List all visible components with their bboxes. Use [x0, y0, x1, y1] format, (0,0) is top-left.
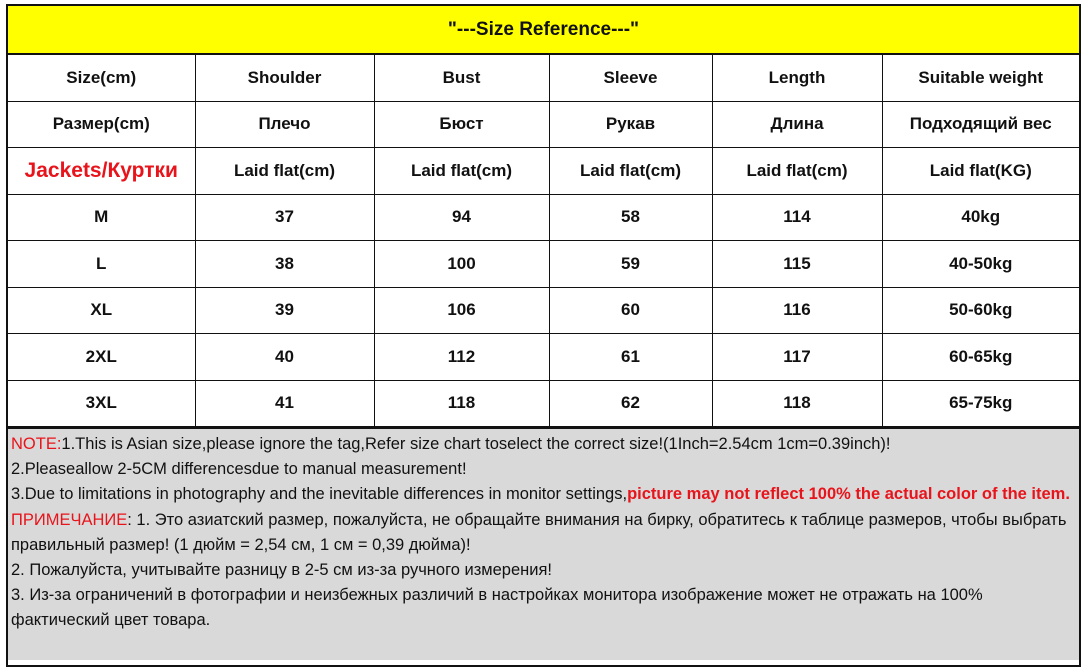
measurement-cell: 112: [374, 334, 549, 381]
method-cell: Laid flat(cm): [195, 148, 374, 195]
note-1: NOTE:1.This is Asian size,please ignore the tag,Refer size chart toselect the correct size!(1Inch=2.54cm 1cm=0.39inch)!: [11, 435, 891, 453]
size-table: [8, 55, 1079, 427]
note-label: NOTE:: [11, 435, 62, 453]
size-row: [8, 380, 1079, 427]
size-row: [8, 241, 1079, 288]
measurement-cell: 61: [549, 334, 712, 381]
notes-section: [8, 427, 1079, 660]
measurement-cell: 40: [195, 334, 374, 381]
color-warning: picture may not reflect 100% the actual color of the item.: [627, 485, 1070, 504]
size-label-cell: XL: [8, 287, 195, 334]
measurement-cell: 39: [195, 287, 374, 334]
measurement-cell: 59: [549, 241, 712, 288]
measurement-cell: 94: [374, 194, 549, 241]
measurement-cell: 58: [549, 194, 712, 241]
measurement-cell: 60: [549, 287, 712, 334]
header-cell: Размер(cm): [8, 101, 195, 148]
header-cell: Size(cm): [8, 55, 195, 101]
measurement-cell: 114: [712, 194, 882, 241]
note-ru-1: ПРИМЕЧАНИЕ: 1. Это азиатский размер, пожалуйста, не обращайте внимания на бирку, обратитесь к таблице размеров, чтобы выбрать правильный размер! (1 дюйм = 2,54 см, 1 см = 0,39 дюйма)!: [11, 510, 1067, 554]
measurement-cell: 37: [195, 194, 374, 241]
size-label-cell: 2XL: [8, 334, 195, 381]
method-cell: Laid flat(cm): [712, 148, 882, 195]
size-label-cell: 3XL: [8, 380, 195, 427]
header-cell: Length: [712, 55, 882, 101]
header-cell: Sleeve: [549, 55, 712, 101]
measurement-cell: 41: [195, 380, 374, 427]
measurement-cell: 117: [712, 334, 882, 381]
header-cell: Рукав: [549, 101, 712, 148]
note-2: 2.Pleaseallow 2-5CM differencesdue to manual measurement!: [11, 460, 467, 479]
header-cell: Бюст: [374, 101, 549, 148]
size-row: [8, 287, 1079, 334]
header-cell: Длина: [712, 101, 882, 148]
note-label-ru: ПРИМЕЧАНИЕ: [11, 510, 128, 529]
measurement-cell: 118: [712, 380, 882, 427]
category-label: Jackets/Куртки: [8, 148, 195, 195]
method-cell: Laid flat(cm): [549, 148, 712, 195]
header-row-english: [8, 55, 1079, 101]
size-reference-sheet: [6, 4, 1081, 667]
sheet-title: "---Size Reference---": [447, 18, 640, 40]
size-row: [8, 334, 1079, 381]
note-ru-2: 2. Пожалуйста, учитывайте разницу в 2-5 см из-за ручного измерения!: [11, 561, 553, 580]
measurement-cell: 50-60kg: [882, 287, 1079, 334]
measurement-cell: 118: [374, 380, 549, 427]
header-cell: Плечо: [195, 101, 374, 148]
size-label-cell: L: [8, 241, 195, 288]
method-cell: Laid flat(KG): [882, 148, 1079, 195]
measurement-cell: 40kg: [882, 194, 1079, 241]
size-row: [8, 194, 1079, 241]
size-table-body: [8, 55, 1079, 427]
size-label-cell: M: [8, 194, 195, 241]
header-row-russian: [8, 101, 1079, 148]
measurement-cell: 115: [712, 241, 882, 288]
header-cell: Suitable weight: [882, 55, 1079, 101]
method-cell: Laid flat(cm): [374, 148, 549, 195]
measurement-cell: 38: [195, 241, 374, 288]
header-cell: Shoulder: [195, 55, 374, 101]
measurement-cell: 106: [374, 287, 549, 334]
measurement-cell: 100: [374, 241, 549, 288]
title-bar: [8, 6, 1079, 55]
measurement-cell: 116: [712, 287, 882, 334]
measurement-cell: 62: [549, 380, 712, 427]
measurement-cell: 60-65kg: [882, 334, 1079, 381]
note-ru-3: 3. Из-за ограничений в фотографии и неизбежных различий в настройках монитора изображение может не отражать на 100% фактический цвет товара.: [11, 586, 983, 630]
header-cell: Подходящий вес: [882, 101, 1079, 148]
measurement-cell: 65-75kg: [882, 380, 1079, 427]
measurement-cell: 40-50kg: [882, 241, 1079, 288]
note-3: 3.Due to limitations in photography and the inevitable differences in monitor settings,picture may not reflect 100% the actual color of the item.: [11, 485, 1070, 504]
header-cell: Bust: [374, 55, 549, 101]
method-row: [8, 148, 1079, 195]
